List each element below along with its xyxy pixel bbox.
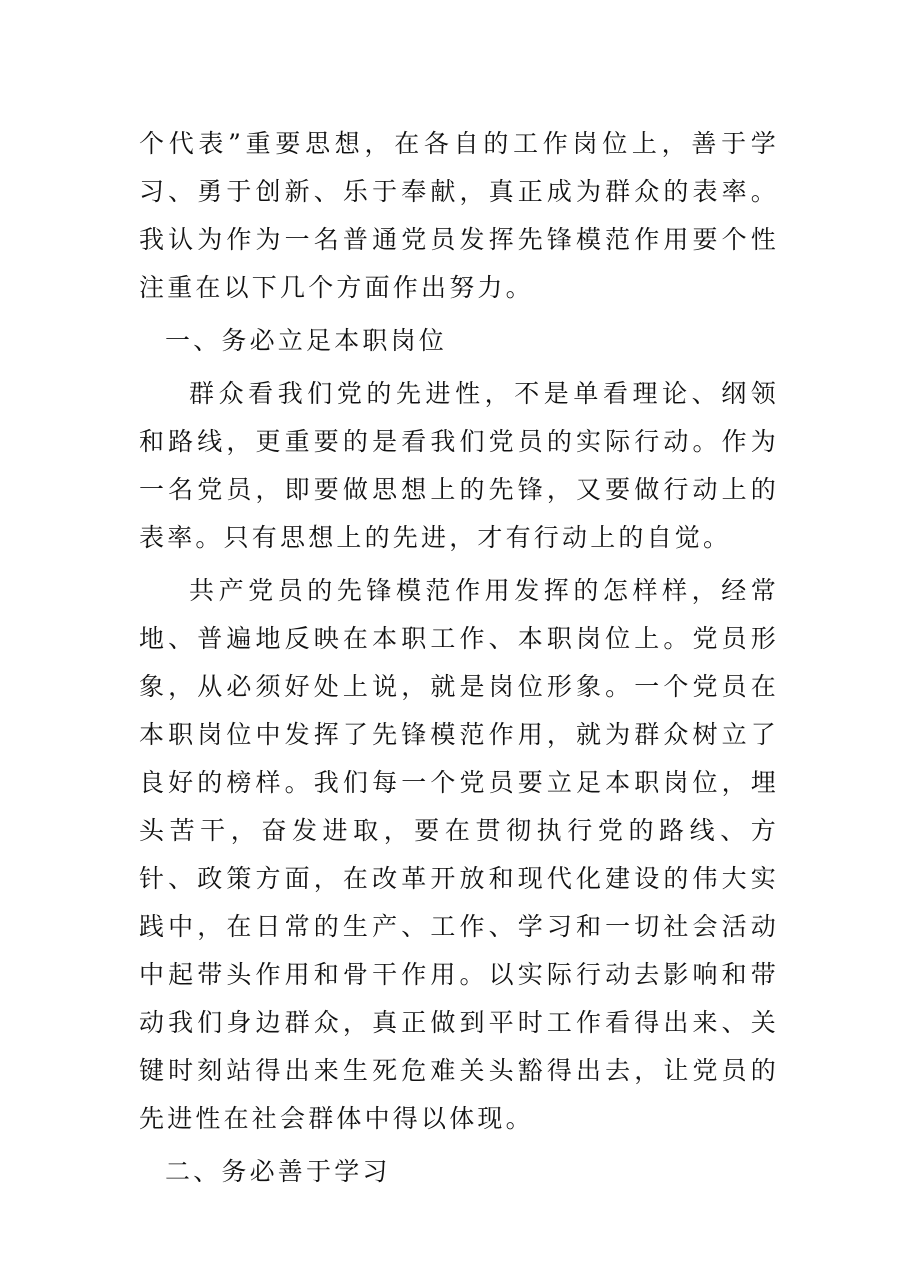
section-1-paragraph-2: 共产党员的先锋模范作用发挥的怎样样，经常地、普遍地反映在本职工作、本职岗位上。党员形象，从必须好处上说，就是岗位形象。一个党员在本职岗位中发挥了先锋模范作用，就为群众树立了良好的榜样。我们每一个党员要立足本职岗位，埋头苦干，奋发进取，要在贯彻执行党的路线、方针、政策方面，在改革开放和现代化建设的伟大实践中，在日常的生产、工作、学习和一切社会活动中起带头作用和骨干作用。以实际行动去影响和带动我们身边群众，真正做到平时工作看得出来、关键时刻站得出来生死危难关头豁得出去，让党员的先进性在社会群体中得以体现。 xyxy=(139,576,779,1133)
section-heading-2: 二、务必善于学习 xyxy=(165,1157,391,1186)
section-1-paragraph-1: 群众看我们党的先进性，不是单看理论、纲领和路线，更重要的是看我们党员的实际行动。作为一名党员，即要做思想上的先锋，又要做行动上的表率。只有思想上的先进，才有行动上的自觉。 xyxy=(139,379,779,552)
document-body xyxy=(139,120,779,1196)
intro-paragraph: 个代表”重要思想，在各自的工作岗位上，善于学习、勇于创新、乐于奉献，真正成为群众的表率。我认为作为一名普通党员发挥先锋模范作用要个性注重在以下几个方面作出努力。 xyxy=(139,129,779,302)
section-heading-1: 一、务必立足本职岗位 xyxy=(165,326,448,355)
